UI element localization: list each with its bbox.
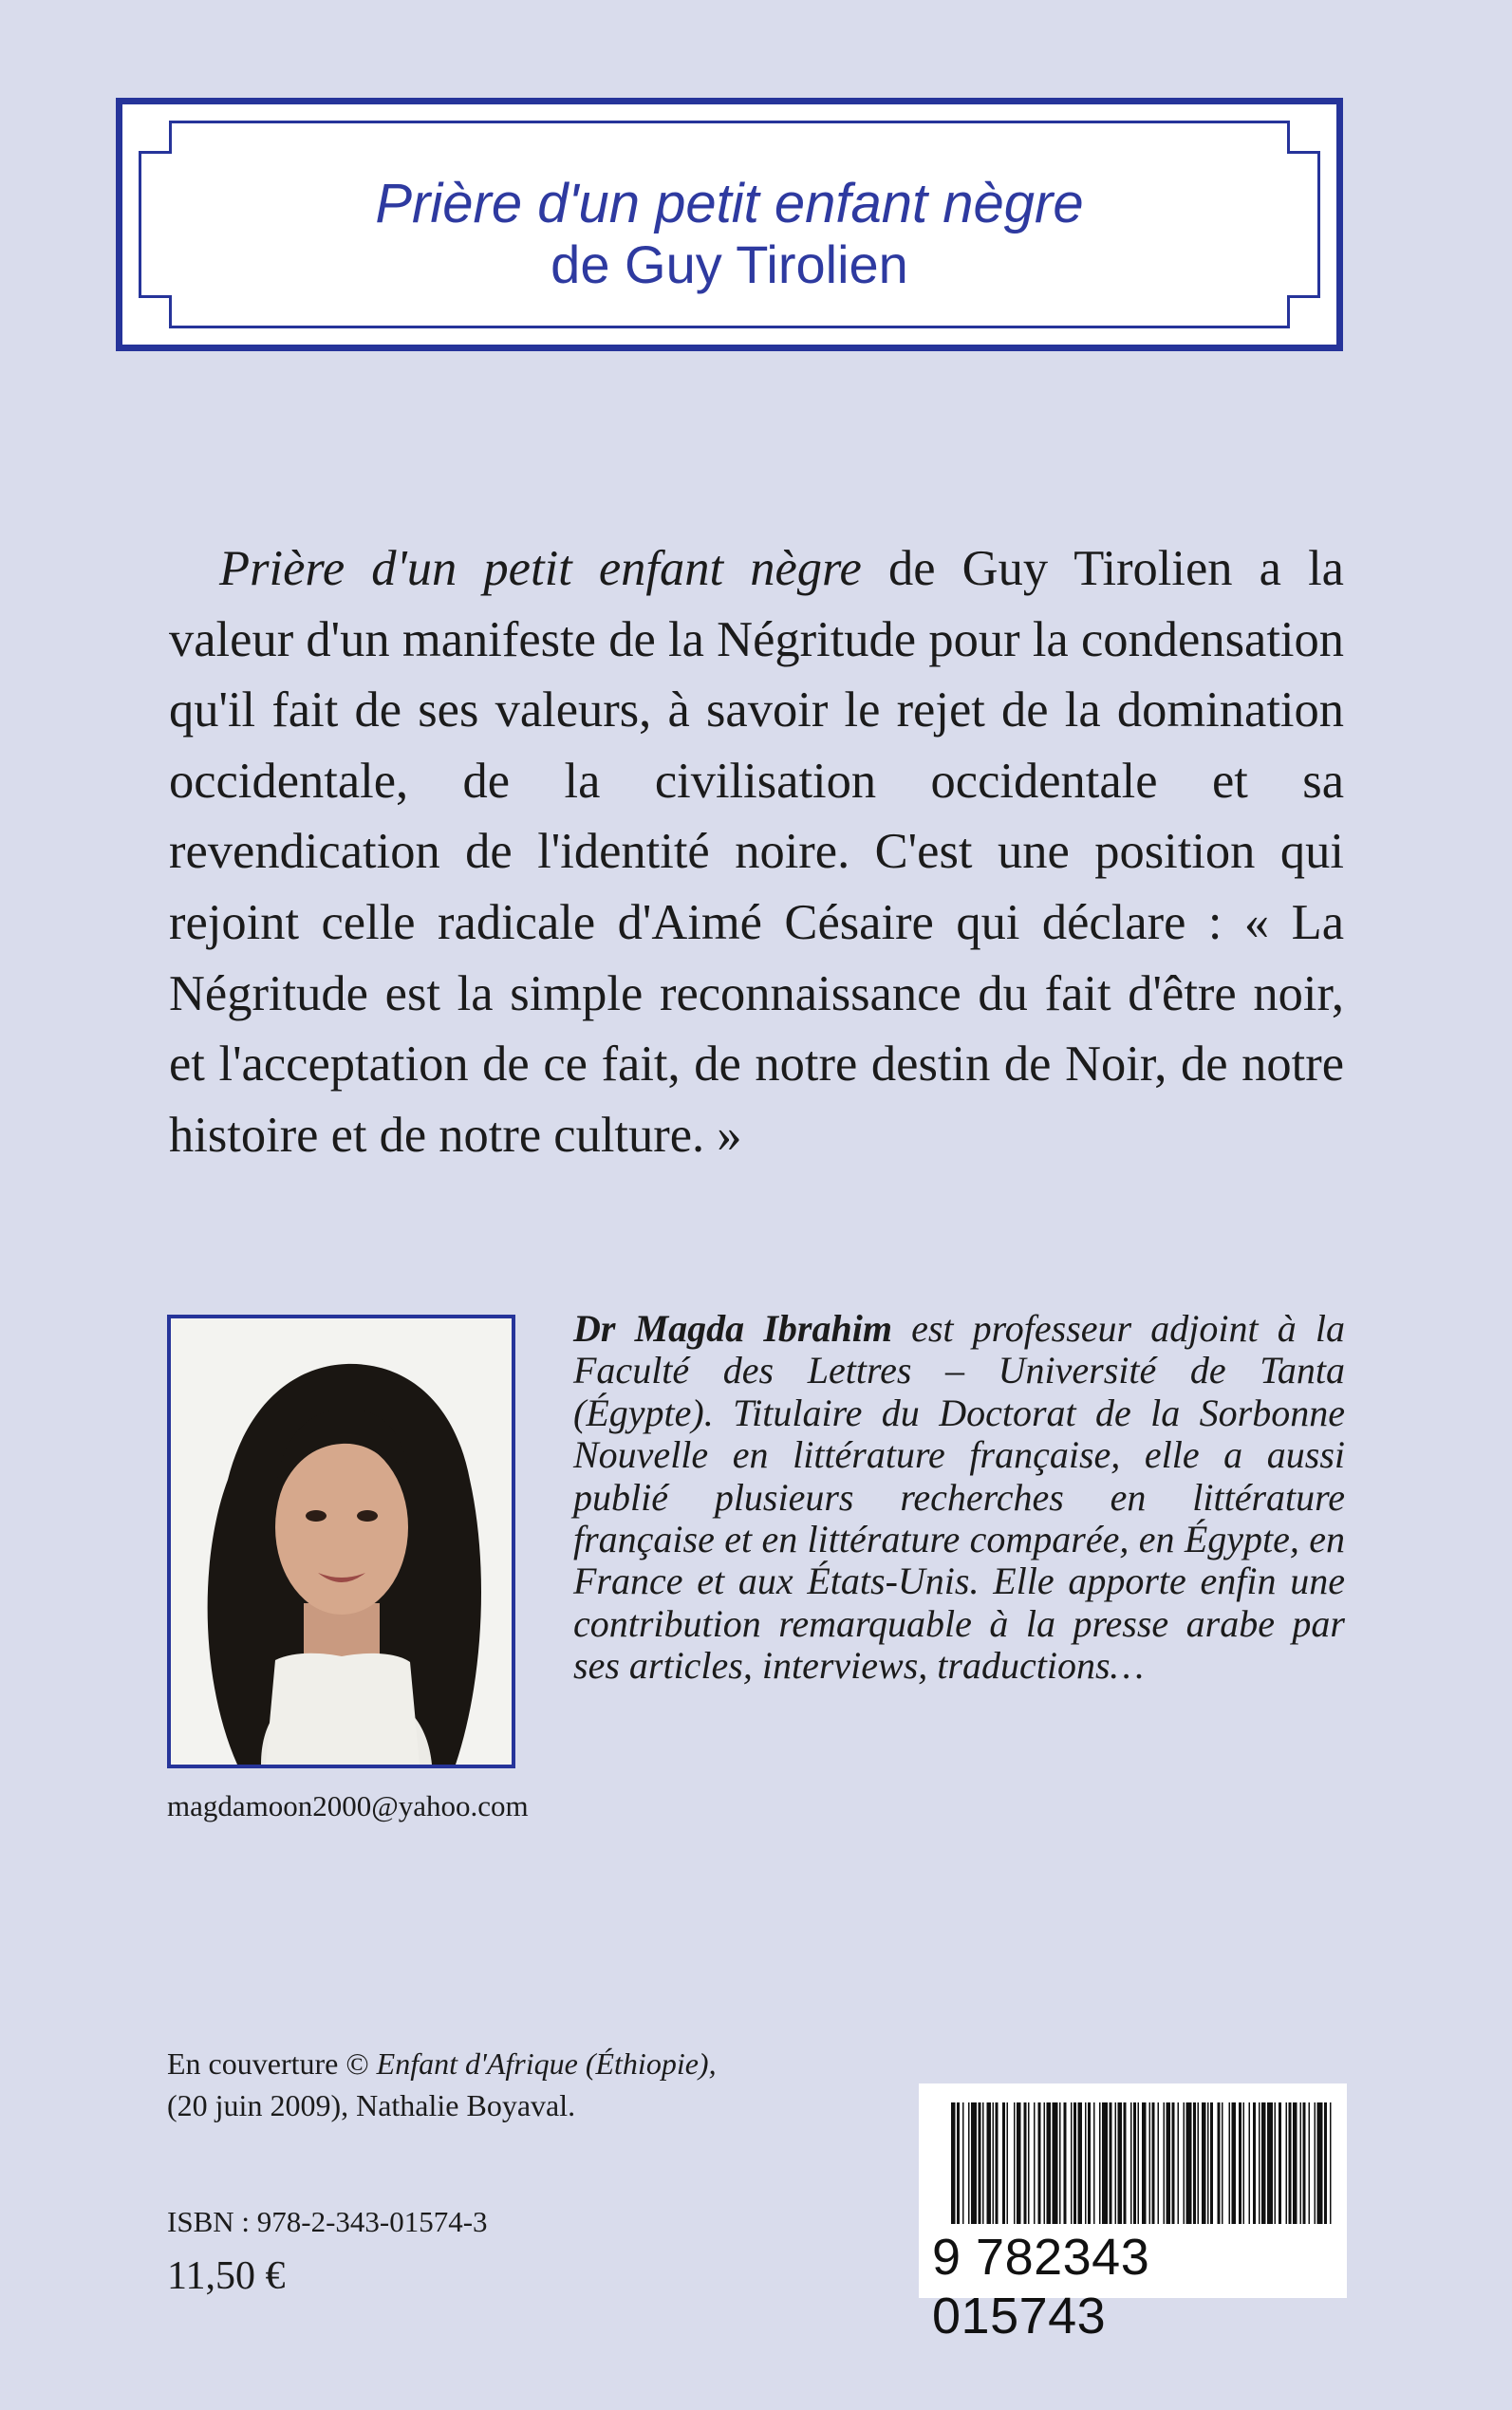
barcode-bar (1286, 2102, 1288, 2224)
barcode-bar (968, 2102, 970, 2224)
barcode-bar (1093, 2102, 1095, 2224)
book-subtitle: de Guy Tirolien (551, 234, 908, 294)
barcode-bar (1330, 2102, 1332, 2224)
barcode-bar (1130, 2102, 1132, 2224)
barcode-bar (1059, 2102, 1061, 2224)
author-email: magdamoon2000@yahoo.com (167, 1789, 529, 1822)
barcode-bar (1218, 2102, 1221, 2224)
barcode-bar (1293, 2102, 1297, 2224)
barcode-bar (1172, 2102, 1175, 2224)
barcode-bar (1102, 2102, 1108, 2224)
barcode-bar (1178, 2102, 1180, 2224)
author-portrait-image (171, 1318, 512, 1765)
barcode-bar (1202, 2102, 1206, 2224)
barcode-bar (987, 2102, 992, 2224)
barcode-bar (1300, 2102, 1302, 2224)
isbn: ISBN : 978-2-343-01574-3 (167, 2205, 488, 2238)
barcode-bar (1142, 2102, 1147, 2224)
barcode-bar (1002, 2102, 1005, 2224)
barcode-bar (1259, 2102, 1260, 2224)
barcode-bar (1232, 2102, 1237, 2224)
barcode-bar (1289, 2102, 1292, 2224)
barcode-bar (1239, 2102, 1241, 2224)
barcode-bar (1193, 2102, 1196, 2224)
barcode-bar (1110, 2102, 1112, 2224)
barcode-bar (1064, 2102, 1067, 2224)
barcode-bar (1186, 2102, 1192, 2224)
barcode-bar (957, 2102, 960, 2224)
barcode-bar (1309, 2102, 1311, 2224)
barcode-bar (1253, 2102, 1256, 2224)
barcode (919, 2083, 1347, 2345)
barcode-bar (971, 2102, 977, 2224)
barcode-bar (1099, 2102, 1101, 2224)
barcode-bar (1243, 2102, 1245, 2224)
credit-work: Enfant d'Afrique (Éthiopie), (376, 2046, 717, 2081)
frame-corner (1287, 121, 1320, 154)
barcode-bar (1249, 2102, 1251, 2224)
barcode-bar (1317, 2102, 1323, 2224)
frame-corner (1287, 295, 1320, 328)
barcode-bar (979, 2102, 981, 2224)
barcode-bar (1078, 2102, 1083, 2224)
barcode-bar (1034, 2102, 1036, 2224)
back-cover-blurb (169, 533, 1344, 1170)
barcode-bar (1017, 2102, 1021, 2224)
barcode-bar (1047, 2102, 1052, 2224)
barcode-bar (1229, 2102, 1231, 2224)
barcode-bar (1133, 2102, 1136, 2224)
barcode-bar (1044, 2102, 1046, 2224)
barcode-bar (1028, 2102, 1030, 2224)
barcode-bar (1007, 2102, 1009, 2224)
barcode-bar (1053, 2102, 1058, 2224)
author-name: Dr Magda Ibrahim (573, 1307, 892, 1350)
barcode-bar (1024, 2102, 1027, 2224)
barcode-bar (1261, 2102, 1266, 2224)
cover-credit (167, 2043, 717, 2126)
barcode-bar (1303, 2102, 1306, 2224)
barcode-bar (1198, 2102, 1200, 2224)
blurb-title-italic: Prière d'un petit enfant nègre (219, 541, 862, 596)
barcode-bar (1158, 2102, 1160, 2224)
barcode-bar (1315, 2102, 1316, 2224)
price: 11,50 € (167, 2254, 286, 2298)
blurb-text: de Guy Tirolien a la valeur d'un manifeste de la Négritude pour la condensation qu'il fait de ses valeurs, à savoir le rejet de la domination occidentale, de la civilisation occidentale et sa revendication de l'identité noire. C'est une position qui rejoint celle radicale d'Aimé Césaire qui déclare : « La Négritude est la simple reconnaissance du fait d'être noir, et l'acceptation de ce fait, de notre destin de Noir, de notre histoire et de notre culture. » (169, 541, 1344, 1163)
barcode-bar (982, 2102, 984, 2224)
barcode-bar (1014, 2102, 1016, 2224)
barcode-bar (993, 2102, 995, 2224)
title-block (122, 173, 1336, 294)
barcode-bar (1184, 2102, 1185, 2224)
barcode-bar (951, 2102, 956, 2224)
barcode-bar (1222, 2102, 1223, 2224)
barcode-bar (1073, 2102, 1076, 2224)
barcode-bar (1118, 2102, 1123, 2224)
barcode-bar (1071, 2102, 1073, 2224)
credit-line2: (20 juin 2009), Nathalie Boyaval. (167, 2088, 576, 2122)
title-frame (116, 98, 1343, 351)
barcode-bar (1138, 2102, 1140, 2224)
frame-corner (139, 295, 172, 328)
barcode-digits: 9 782343 015743 (932, 2229, 1150, 2345)
barcode-bar (1275, 2102, 1277, 2224)
barcode-bar (1152, 2102, 1155, 2224)
credit-prefix: En couverture © (167, 2046, 377, 2081)
barcode-bar (1038, 2102, 1041, 2224)
barcode-bar (996, 2102, 999, 2224)
barcode-bar (1085, 2102, 1087, 2224)
barcode-bar (1115, 2102, 1117, 2224)
author-photo (167, 1315, 515, 1768)
barcode-bar (1267, 2102, 1273, 2224)
barcode-bar (1279, 2102, 1281, 2224)
barcode-bar (1324, 2102, 1327, 2224)
barcode-bar (1207, 2102, 1209, 2224)
barcode-bar (1149, 2102, 1151, 2224)
book-title: Prière d'un petit enfant nègre (375, 173, 1084, 234)
barcode-bar (1167, 2102, 1171, 2224)
barcode-bar (1210, 2102, 1213, 2224)
barcode-bar (1164, 2102, 1166, 2224)
barcode-bar (1124, 2102, 1127, 2224)
author-bio (573, 1308, 1345, 1688)
author-bio-text: est professeur adjoint à la Faculté des Lettres – Université de Tanta (Égypte). Titulaire du Doctorat de la Sorbonne Nouvelle en littérature française, elle a aussi publié plusieurs recherches en littérature française et en littérature comparée, en Égypte, en France et aux États-Unis. Elle apporte enfin une contribution remarquable à la presse arabe par ses articles, interviews, traductions… (573, 1307, 1345, 1688)
barcode-bar (962, 2102, 964, 2224)
frame-corner (139, 121, 172, 154)
barcode-bar (1088, 2102, 1091, 2224)
